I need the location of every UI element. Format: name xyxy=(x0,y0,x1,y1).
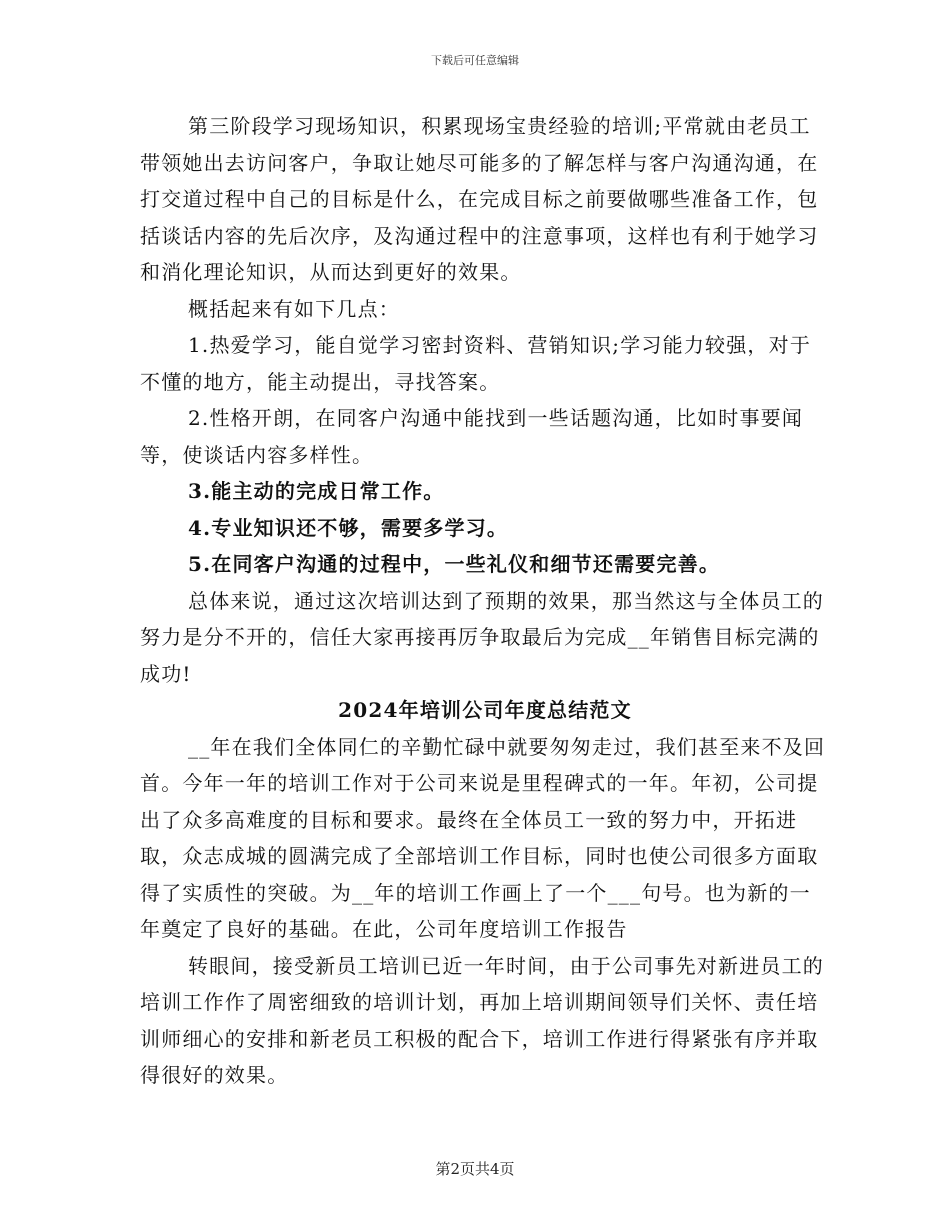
paragraph-stage-three: 第三阶段学习现场知识，积累现场宝贵经验的培训;平常就由老员工带领她出去访问客户，争取让她尽可能多的了解怎样与客户沟通沟通，在打交道过程中自己的目标是什么，在完成目标之前要做哪些准备工作，包括谈话内容的先后次序，及沟通过程中的注意事项，这样也有利于她学习和消化理论知识，从而达到更好的效果。 xyxy=(140,114,819,284)
paragraph-new-staff-training: 转眼间，接受新员工培训已近一年时间，由于公司事先对新进员工的培训工作作了周密细致的培训计划，再加上培训期间领导们关怀、责任培训师细心的安排和新老员工积极的配合下，培训工作进行得紧张有序并取得很好的效果。 xyxy=(140,953,824,1087)
page-footer: 第2页共4页 xyxy=(435,1160,515,1178)
paragraph-summary-intro: 概括起来有如下几点： xyxy=(188,296,400,321)
page-header: 下载后可任意编辑 xyxy=(431,54,519,67)
list-item-3: 3.能主动的完成日常工作。 xyxy=(188,479,445,503)
list-item-4: 4.专业知识还不够，需要多学习。 xyxy=(188,515,509,540)
paragraph-conclusion: 总体来说，通过这次培训达到了预期的效果，那当然这与全体员工的努力是分不开的，信任大家再接再厉争取最后为完成__年销售目标完满的成功! xyxy=(140,588,824,686)
list-item-5: 5.在同客户沟通的过程中，一些礼仪和细节还需要完善。 xyxy=(188,552,721,576)
document-body xyxy=(140,108,830,1094)
list-item-1: 1.热爱学习，能自觉学习密封资料、营销知识;学习能力较强，对于不懂的地方，能主动提出，寻找答案。 xyxy=(140,333,812,394)
list-item-2: 2.性格开朗，在同客户沟通中能找到一些话题沟通，比如时事要闻等，使谈话内容多样性。 xyxy=(140,406,804,467)
paragraph-year-review: __年在我们全体同仁的辛勤忙碌中就要匆匆走过，我们甚至来不及回首。今年一年的培训工作对于公司来说是里程碑式的一年。年初，公司提出了众多高难度的目标和要求。最终在全体员工一致的努力中，开拓进取，众志成城的圆满完成了全部培训工作目标，同时也使公司很多方面取得了实质性的突破。为__年的培训工作画上了一个___句号。也为新的一年奠定了良好的基础。在此，公司年度培训工作报告 xyxy=(140,734,826,941)
section-title: 2024年培训公司年度总结范文 xyxy=(338,698,632,722)
